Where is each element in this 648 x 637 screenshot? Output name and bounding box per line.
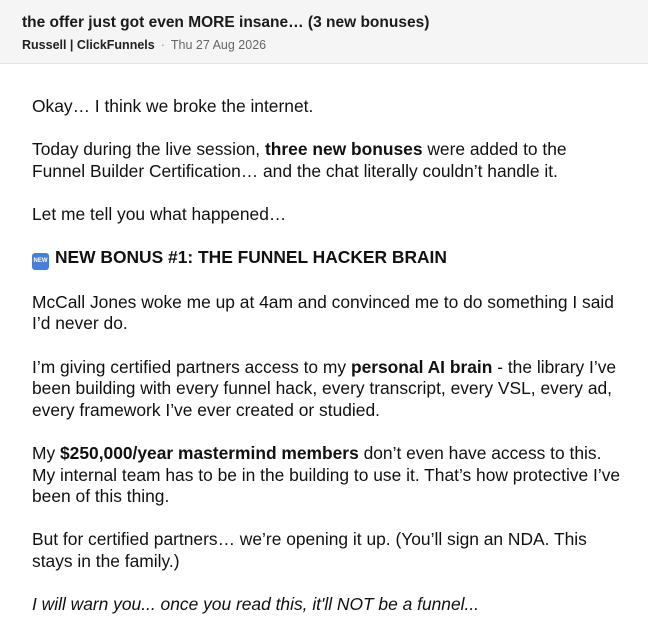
meta-separator: · [160,38,165,52]
email-date: Thu 27 Aug 2026 [170,38,267,52]
bonus-heading-text: NEW BONUS #1: THE FUNNEL HACKER BRAIN [55,247,447,268]
bold-text: personal AI brain [350,356,493,377]
paragraph-live-session [32,139,622,182]
paragraph-cutoff: I will warn you... once you read this, it'll NOT be a funnel... [32,594,479,615]
sender-name[interactable]: Russell | ClickFunnels [22,38,155,52]
paragraph-text: don’t even have access to this. My internal team has to be in the building to use it. That’s how protective I’ve been of this thing. [32,442,621,507]
paragraph-intro: Okay… I think we broke the internet. [32,96,314,116]
email-subject: the offer just got even MORE insane… (3 new bonuses) [22,14,430,31]
bold-text: three new bonuses [264,139,423,160]
bold-text: $250,000/year mastermind members [60,442,359,463]
bonus-heading [32,247,622,270]
paragraph-mastermind [32,443,622,508]
email-body [32,96,622,637]
paragraph-text: - the library I’ve been building with every funnel hack, every transcript, every VSL, every ad, every framework I’ve ever created or studied. [32,356,617,420]
paragraph-ai-brain [32,357,622,422]
paragraph-mccall: McCall Jones woke me up at 4am and convinced me to do something I said I’d never do. [32,291,614,334]
email-meta [22,38,266,52]
paragraph-what-happened: Let me tell you what happened… [32,203,287,224]
paragraph-text: My [32,442,61,463]
email-header [0,0,648,64]
paragraph-text: I’m giving certified partners access to my [32,356,351,377]
paragraph-text: Today during the live session, [32,139,265,160]
paragraph-certified-partners: But for certified partners… we’re opening it up. (You’ll sign an NDA. This stays in the family.) [32,529,587,571]
paragraph-text: were added to the Funnel Builder Certification… and the chat literally couldn’t handle it. [32,139,567,181]
new-badge-icon: NEW [32,253,49,270]
